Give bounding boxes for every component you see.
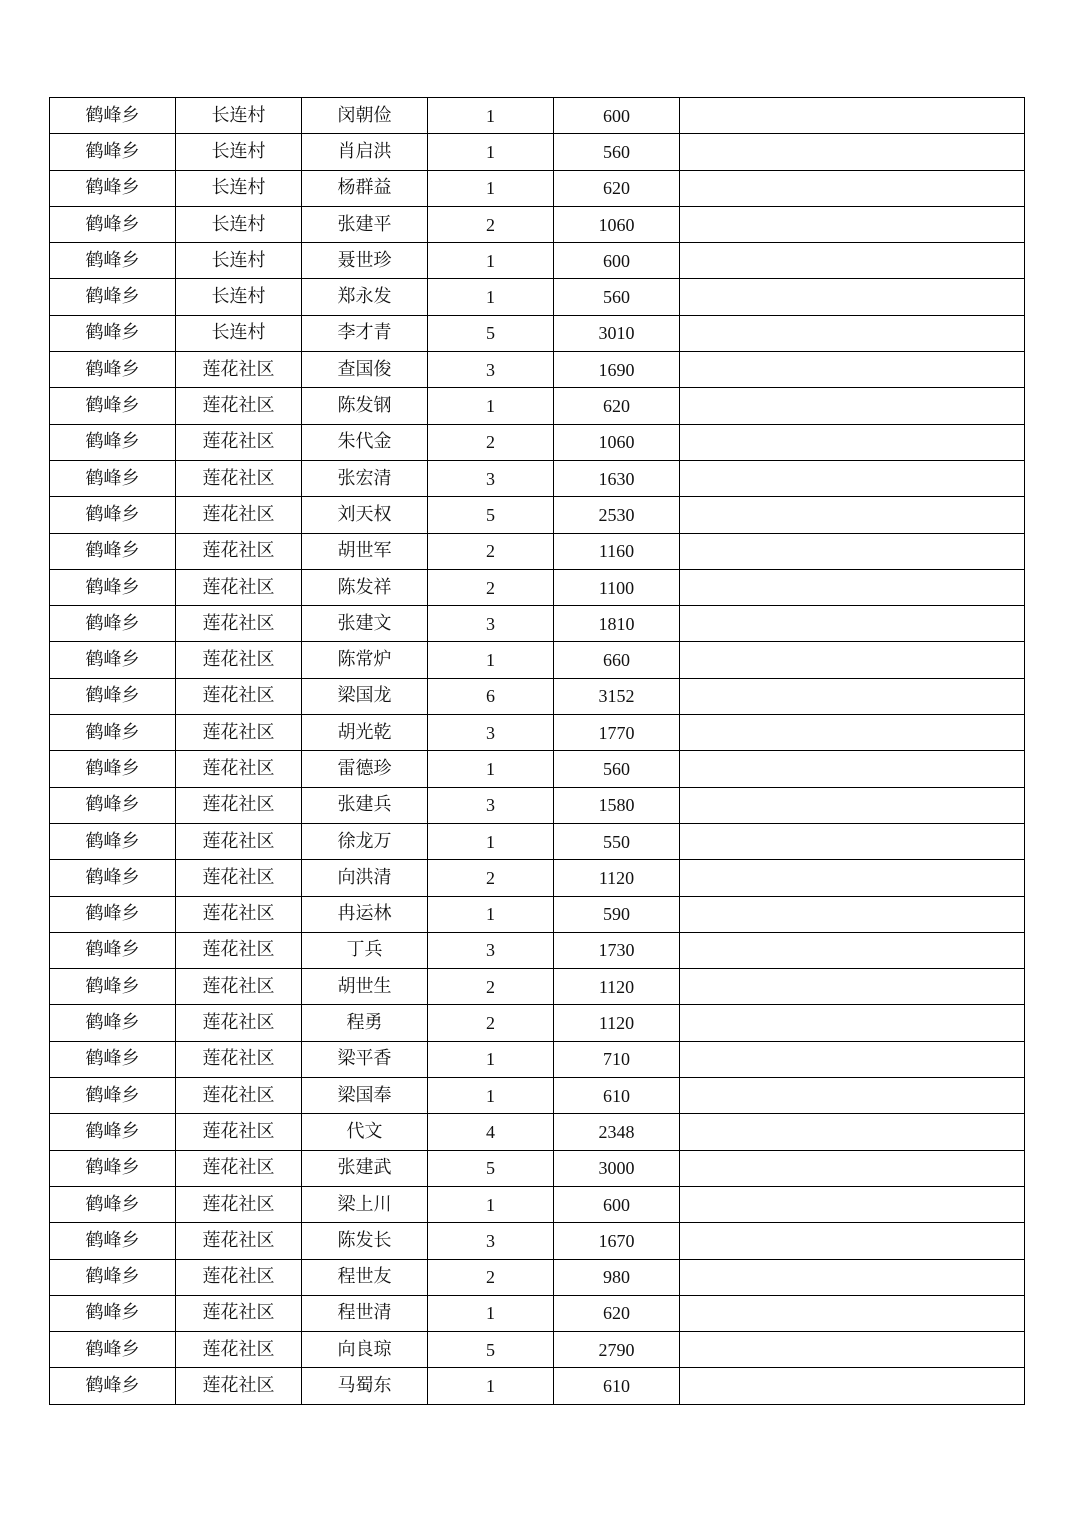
village-cell: 莲花社区 <box>176 1005 302 1041</box>
household-count-cell: 3 <box>428 715 554 751</box>
town-cell: 鹤峰乡 <box>50 497 176 533</box>
table-row <box>50 678 1025 714</box>
amount-cell: 1160 <box>554 533 680 569</box>
note-cell <box>680 751 1025 787</box>
note-cell <box>680 823 1025 859</box>
amount-cell: 610 <box>554 1368 680 1404</box>
amount-cell: 590 <box>554 896 680 932</box>
table-row <box>50 98 1025 134</box>
name-cell: 杨群益 <box>302 170 428 206</box>
village-cell: 长连村 <box>176 243 302 279</box>
household-count-cell: 5 <box>428 497 554 533</box>
amount-cell: 1690 <box>554 352 680 388</box>
table-row <box>50 1368 1025 1404</box>
table-row <box>50 279 1025 315</box>
household-count-cell: 1 <box>428 823 554 859</box>
village-cell: 莲花社区 <box>176 1368 302 1404</box>
household-count-cell: 2 <box>428 533 554 569</box>
amount-cell: 1770 <box>554 715 680 751</box>
household-count-cell: 1 <box>428 751 554 787</box>
village-cell: 莲花社区 <box>176 1259 302 1295</box>
name-cell: 丁兵 <box>302 932 428 968</box>
village-cell: 长连村 <box>176 279 302 315</box>
note-cell <box>680 1295 1025 1331</box>
town-cell: 鹤峰乡 <box>50 860 176 896</box>
note-cell <box>680 715 1025 751</box>
note-cell <box>680 533 1025 569</box>
table-row <box>50 460 1025 496</box>
note-cell <box>680 424 1025 460</box>
village-cell: 莲花社区 <box>176 606 302 642</box>
household-count-cell: 2 <box>428 206 554 242</box>
name-cell: 冉运林 <box>302 896 428 932</box>
name-cell: 梁上川 <box>302 1186 428 1222</box>
amount-cell: 1120 <box>554 969 680 1005</box>
table-row <box>50 569 1025 605</box>
town-cell: 鹤峰乡 <box>50 1186 176 1222</box>
household-count-cell: 5 <box>428 1332 554 1368</box>
amount-cell: 3010 <box>554 315 680 351</box>
village-cell: 莲花社区 <box>176 497 302 533</box>
village-cell: 长连村 <box>176 134 302 170</box>
note-cell <box>680 860 1025 896</box>
name-cell: 程勇 <box>302 1005 428 1041</box>
household-count-cell: 1 <box>428 642 554 678</box>
roster-table <box>49 97 1025 1405</box>
note-cell <box>680 1259 1025 1295</box>
amount-cell: 560 <box>554 751 680 787</box>
village-cell: 莲花社区 <box>176 932 302 968</box>
amount-cell: 1120 <box>554 860 680 896</box>
amount-cell: 620 <box>554 388 680 424</box>
table-row <box>50 1114 1025 1150</box>
amount-cell: 610 <box>554 1078 680 1114</box>
note-cell <box>680 279 1025 315</box>
note-cell <box>680 569 1025 605</box>
name-cell: 胡光乾 <box>302 715 428 751</box>
note-cell <box>680 642 1025 678</box>
town-cell: 鹤峰乡 <box>50 569 176 605</box>
amount-cell: 710 <box>554 1041 680 1077</box>
household-count-cell: 6 <box>428 678 554 714</box>
name-cell: 梁国奉 <box>302 1078 428 1114</box>
town-cell: 鹤峰乡 <box>50 315 176 351</box>
table-row <box>50 1259 1025 1295</box>
note-cell <box>680 315 1025 351</box>
town-cell: 鹤峰乡 <box>50 98 176 134</box>
note-cell <box>680 243 1025 279</box>
name-cell: 梁平香 <box>302 1041 428 1077</box>
document-page <box>49 97 1024 1405</box>
household-count-cell: 2 <box>428 860 554 896</box>
town-cell: 鹤峰乡 <box>50 1114 176 1150</box>
note-cell <box>680 134 1025 170</box>
village-cell: 莲花社区 <box>176 569 302 605</box>
town-cell: 鹤峰乡 <box>50 606 176 642</box>
amount-cell: 660 <box>554 642 680 678</box>
note-cell <box>680 969 1025 1005</box>
amount-cell: 3000 <box>554 1150 680 1186</box>
village-cell: 莲花社区 <box>176 678 302 714</box>
note-cell <box>680 388 1025 424</box>
note-cell <box>680 1114 1025 1150</box>
name-cell: 程世清 <box>302 1295 428 1331</box>
village-cell: 莲花社区 <box>176 1186 302 1222</box>
village-cell: 莲花社区 <box>176 424 302 460</box>
table-row <box>50 969 1025 1005</box>
name-cell: 张宏清 <box>302 460 428 496</box>
village-cell: 莲花社区 <box>176 787 302 823</box>
village-cell: 莲花社区 <box>176 642 302 678</box>
village-cell: 长连村 <box>176 170 302 206</box>
name-cell: 徐龙万 <box>302 823 428 859</box>
note-cell <box>680 787 1025 823</box>
table-row <box>50 751 1025 787</box>
household-count-cell: 5 <box>428 315 554 351</box>
town-cell: 鹤峰乡 <box>50 1368 176 1404</box>
table-row <box>50 1295 1025 1331</box>
village-cell: 莲花社区 <box>176 1332 302 1368</box>
table-row <box>50 896 1025 932</box>
table-row <box>50 932 1025 968</box>
village-cell: 长连村 <box>176 98 302 134</box>
household-count-cell: 1 <box>428 279 554 315</box>
village-cell: 莲花社区 <box>176 352 302 388</box>
amount-cell: 600 <box>554 98 680 134</box>
name-cell: 刘天权 <box>302 497 428 533</box>
household-count-cell: 1 <box>428 134 554 170</box>
household-count-cell: 1 <box>428 1078 554 1114</box>
name-cell: 闵朝俭 <box>302 98 428 134</box>
name-cell: 梁国龙 <box>302 678 428 714</box>
table-row <box>50 1150 1025 1186</box>
table-row <box>50 424 1025 460</box>
table-row <box>50 206 1025 242</box>
name-cell: 朱代金 <box>302 424 428 460</box>
amount-cell: 620 <box>554 170 680 206</box>
note-cell <box>680 1368 1025 1404</box>
village-cell: 莲花社区 <box>176 460 302 496</box>
household-count-cell: 3 <box>428 1223 554 1259</box>
household-count-cell: 3 <box>428 932 554 968</box>
note-cell <box>680 497 1025 533</box>
village-cell: 莲花社区 <box>176 823 302 859</box>
town-cell: 鹤峰乡 <box>50 678 176 714</box>
note-cell <box>680 352 1025 388</box>
table-row <box>50 1005 1025 1041</box>
roster-table-body <box>50 98 1025 1405</box>
name-cell: 胡世生 <box>302 969 428 1005</box>
table-row <box>50 823 1025 859</box>
note-cell <box>680 1186 1025 1222</box>
amount-cell: 550 <box>554 823 680 859</box>
household-count-cell: 1 <box>428 388 554 424</box>
table-row <box>50 1041 1025 1077</box>
note-cell <box>680 1005 1025 1041</box>
household-count-cell: 1 <box>428 1186 554 1222</box>
note-cell <box>680 206 1025 242</box>
note-cell <box>680 896 1025 932</box>
village-cell: 莲花社区 <box>176 969 302 1005</box>
household-count-cell: 2 <box>428 1005 554 1041</box>
table-row <box>50 1223 1025 1259</box>
town-cell: 鹤峰乡 <box>50 751 176 787</box>
name-cell: 陈发钢 <box>302 388 428 424</box>
table-row <box>50 243 1025 279</box>
name-cell: 张建文 <box>302 606 428 642</box>
table-row <box>50 1332 1025 1368</box>
amount-cell: 1120 <box>554 1005 680 1041</box>
note-cell <box>680 1332 1025 1368</box>
household-count-cell: 3 <box>428 460 554 496</box>
town-cell: 鹤峰乡 <box>50 932 176 968</box>
household-count-cell: 2 <box>428 969 554 1005</box>
town-cell: 鹤峰乡 <box>50 206 176 242</box>
amount-cell: 2348 <box>554 1114 680 1150</box>
village-cell: 莲花社区 <box>176 1078 302 1114</box>
note-cell <box>680 606 1025 642</box>
household-count-cell: 4 <box>428 1114 554 1150</box>
household-count-cell: 2 <box>428 1259 554 1295</box>
town-cell: 鹤峰乡 <box>50 170 176 206</box>
village-cell: 长连村 <box>176 315 302 351</box>
household-count-cell: 1 <box>428 98 554 134</box>
table-row <box>50 497 1025 533</box>
name-cell: 陈发长 <box>302 1223 428 1259</box>
table-row <box>50 1078 1025 1114</box>
table-row <box>50 787 1025 823</box>
name-cell: 向洪清 <box>302 860 428 896</box>
town-cell: 鹤峰乡 <box>50 1078 176 1114</box>
name-cell: 查国俊 <box>302 352 428 388</box>
household-count-cell: 1 <box>428 243 554 279</box>
household-count-cell: 3 <box>428 352 554 388</box>
note-cell <box>680 1150 1025 1186</box>
town-cell: 鹤峰乡 <box>50 460 176 496</box>
town-cell: 鹤峰乡 <box>50 715 176 751</box>
village-cell: 莲花社区 <box>176 1295 302 1331</box>
name-cell: 雷德珍 <box>302 751 428 787</box>
village-cell: 莲花社区 <box>176 860 302 896</box>
amount-cell: 1630 <box>554 460 680 496</box>
name-cell: 陈常炉 <box>302 642 428 678</box>
amount-cell: 1670 <box>554 1223 680 1259</box>
town-cell: 鹤峰乡 <box>50 1259 176 1295</box>
household-count-cell: 1 <box>428 170 554 206</box>
note-cell <box>680 1041 1025 1077</box>
note-cell <box>680 98 1025 134</box>
table-row <box>50 642 1025 678</box>
household-count-cell: 1 <box>428 1368 554 1404</box>
amount-cell: 620 <box>554 1295 680 1331</box>
town-cell: 鹤峰乡 <box>50 134 176 170</box>
table-row <box>50 134 1025 170</box>
village-cell: 莲花社区 <box>176 1223 302 1259</box>
town-cell: 鹤峰乡 <box>50 1041 176 1077</box>
name-cell: 向良琼 <box>302 1332 428 1368</box>
name-cell: 程世友 <box>302 1259 428 1295</box>
name-cell: 李才青 <box>302 315 428 351</box>
name-cell: 张建平 <box>302 206 428 242</box>
name-cell: 郑永发 <box>302 279 428 315</box>
table-row <box>50 860 1025 896</box>
name-cell: 肖启洪 <box>302 134 428 170</box>
town-cell: 鹤峰乡 <box>50 1223 176 1259</box>
name-cell: 聂世珍 <box>302 243 428 279</box>
table-row <box>50 715 1025 751</box>
amount-cell: 1060 <box>554 206 680 242</box>
table-row <box>50 1186 1025 1222</box>
amount-cell: 1810 <box>554 606 680 642</box>
amount-cell: 560 <box>554 134 680 170</box>
town-cell: 鹤峰乡 <box>50 1295 176 1331</box>
household-count-cell: 1 <box>428 1041 554 1077</box>
village-cell: 莲花社区 <box>176 533 302 569</box>
town-cell: 鹤峰乡 <box>50 352 176 388</box>
note-cell <box>680 1078 1025 1114</box>
note-cell <box>680 170 1025 206</box>
village-cell: 莲花社区 <box>176 715 302 751</box>
town-cell: 鹤峰乡 <box>50 1332 176 1368</box>
amount-cell: 1730 <box>554 932 680 968</box>
amount-cell: 600 <box>554 1186 680 1222</box>
town-cell: 鹤峰乡 <box>50 388 176 424</box>
name-cell: 张建兵 <box>302 787 428 823</box>
village-cell: 莲花社区 <box>176 1041 302 1077</box>
amount-cell: 2790 <box>554 1332 680 1368</box>
note-cell <box>680 460 1025 496</box>
village-cell: 莲花社区 <box>176 388 302 424</box>
household-count-cell: 1 <box>428 1295 554 1331</box>
town-cell: 鹤峰乡 <box>50 1005 176 1041</box>
table-row <box>50 388 1025 424</box>
name-cell: 马蜀东 <box>302 1368 428 1404</box>
amount-cell: 560 <box>554 279 680 315</box>
table-row <box>50 170 1025 206</box>
town-cell: 鹤峰乡 <box>50 969 176 1005</box>
village-cell: 莲花社区 <box>176 1150 302 1186</box>
amount-cell: 1060 <box>554 424 680 460</box>
town-cell: 鹤峰乡 <box>50 823 176 859</box>
household-count-cell: 2 <box>428 424 554 460</box>
household-count-cell: 3 <box>428 606 554 642</box>
table-row <box>50 606 1025 642</box>
table-row <box>50 533 1025 569</box>
town-cell: 鹤峰乡 <box>50 533 176 569</box>
village-cell: 莲花社区 <box>176 751 302 787</box>
amount-cell: 980 <box>554 1259 680 1295</box>
household-count-cell: 5 <box>428 1150 554 1186</box>
table-row <box>50 315 1025 351</box>
village-cell: 长连村 <box>176 206 302 242</box>
town-cell: 鹤峰乡 <box>50 424 176 460</box>
note-cell <box>680 678 1025 714</box>
name-cell: 胡世军 <box>302 533 428 569</box>
name-cell: 张建武 <box>302 1150 428 1186</box>
household-count-cell: 1 <box>428 896 554 932</box>
town-cell: 鹤峰乡 <box>50 896 176 932</box>
name-cell: 陈发祥 <box>302 569 428 605</box>
village-cell: 莲花社区 <box>176 1114 302 1150</box>
amount-cell: 2530 <box>554 497 680 533</box>
amount-cell: 600 <box>554 243 680 279</box>
village-cell: 莲花社区 <box>176 896 302 932</box>
note-cell <box>680 932 1025 968</box>
household-count-cell: 2 <box>428 569 554 605</box>
amount-cell: 1100 <box>554 569 680 605</box>
amount-cell: 1580 <box>554 787 680 823</box>
town-cell: 鹤峰乡 <box>50 279 176 315</box>
town-cell: 鹤峰乡 <box>50 243 176 279</box>
town-cell: 鹤峰乡 <box>50 787 176 823</box>
amount-cell: 3152 <box>554 678 680 714</box>
table-row <box>50 352 1025 388</box>
town-cell: 鹤峰乡 <box>50 1150 176 1186</box>
town-cell: 鹤峰乡 <box>50 642 176 678</box>
note-cell <box>680 1223 1025 1259</box>
household-count-cell: 3 <box>428 787 554 823</box>
name-cell: 代文 <box>302 1114 428 1150</box>
